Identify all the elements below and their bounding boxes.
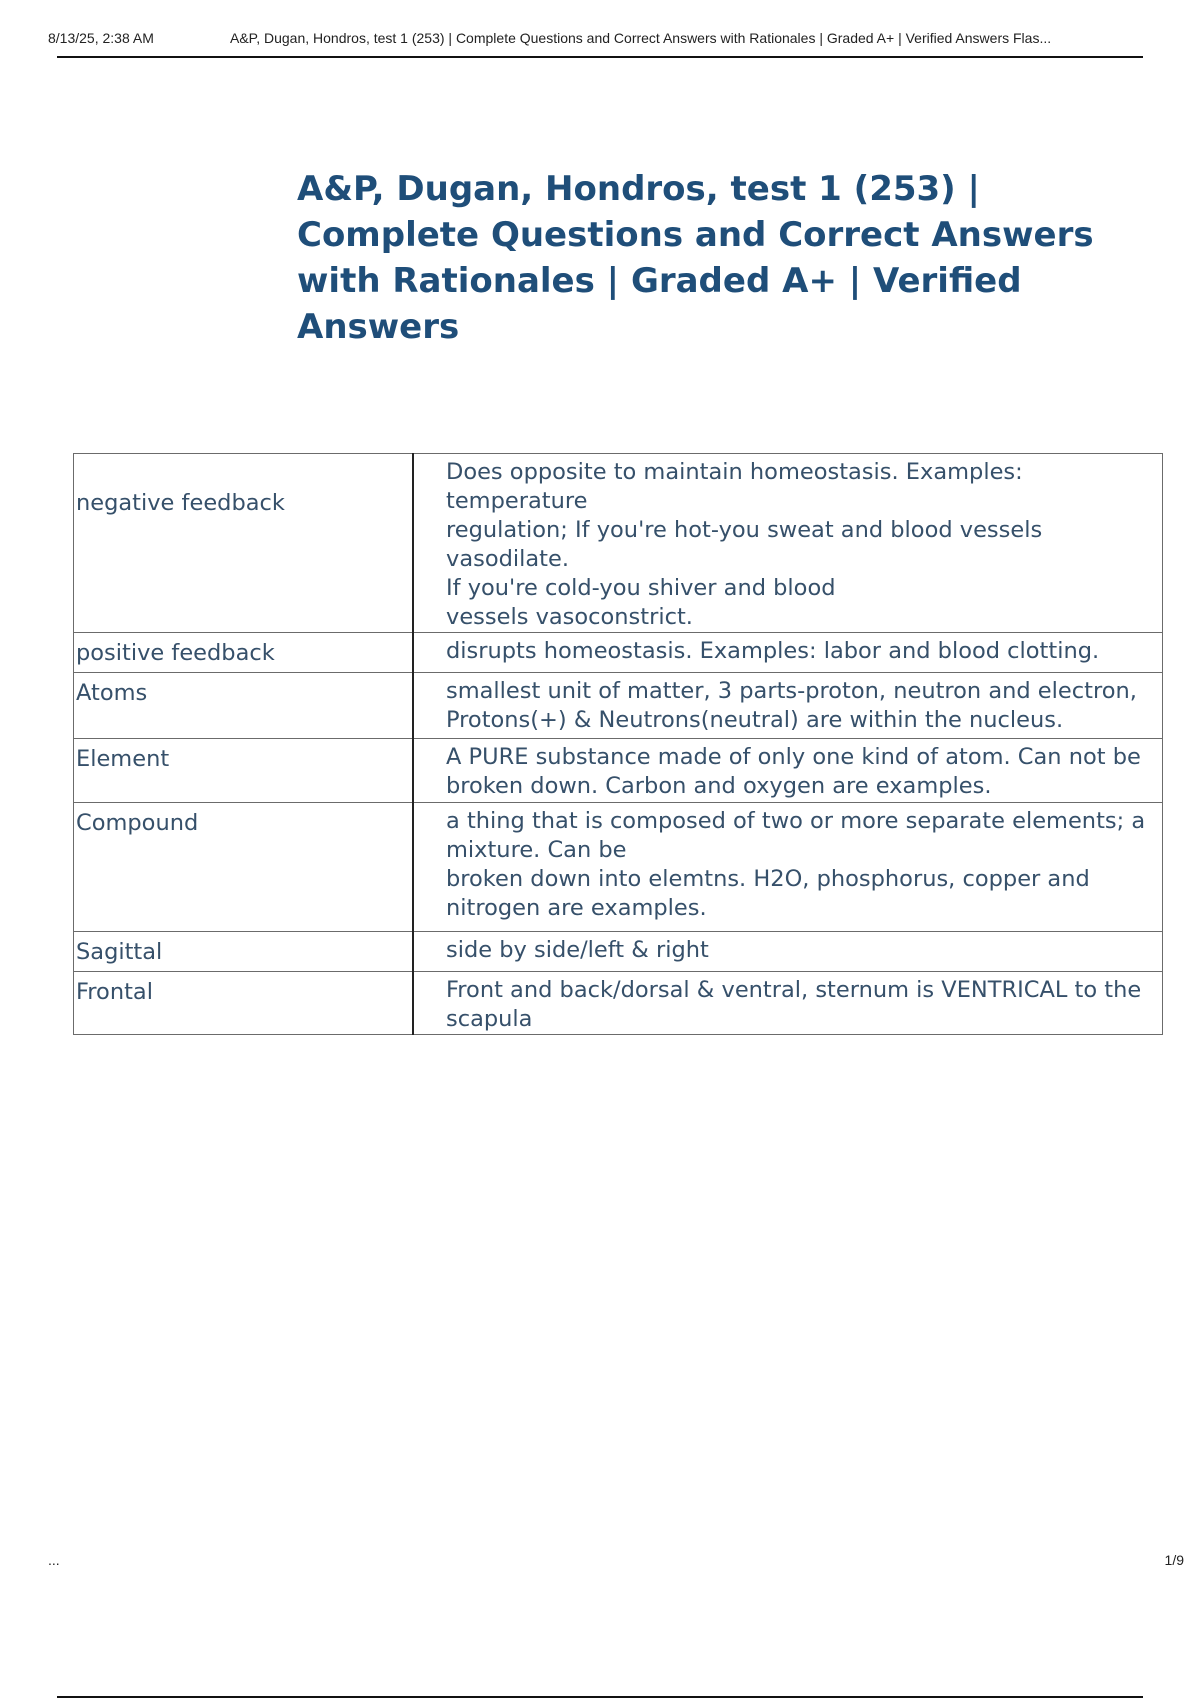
definition-line: broken down. Carbon and oxygen are examples. xyxy=(446,773,992,799)
table-row xyxy=(74,454,1163,633)
term-cell: negative feedback xyxy=(74,454,414,633)
print-datetime: 8/13/25, 2:38 AM xyxy=(48,30,154,46)
definition-line: scapula xyxy=(446,1006,533,1032)
footer-divider xyxy=(57,1696,1143,1698)
definition-cell xyxy=(413,739,1163,803)
definition-cell xyxy=(413,454,1163,633)
definition-cell xyxy=(413,972,1163,1035)
table-row xyxy=(74,803,1163,932)
term-cell: Element xyxy=(74,739,414,803)
definition-cell xyxy=(413,673,1163,739)
table-row xyxy=(74,932,1163,972)
term-cell: positive feedback xyxy=(74,633,414,673)
definition-line: disrupts homeostasis. Examples: labor and blood clotting. xyxy=(446,638,1100,664)
term-cell: Frontal xyxy=(74,972,414,1035)
term-cell: Atoms xyxy=(74,673,414,739)
flashcard-table xyxy=(73,453,1163,1035)
definition-cell xyxy=(413,803,1163,932)
table-row xyxy=(74,972,1163,1035)
header-divider xyxy=(57,56,1143,58)
definition-line: regulation; If you're hot-you sweat and blood vessels vasodilate. xyxy=(446,517,1043,572)
print-footer-url: ... xyxy=(48,1552,60,1568)
print-header xyxy=(48,30,1176,54)
definition-line: a thing that is composed of two or more separate elements; a xyxy=(446,808,1146,834)
definition-cell xyxy=(413,633,1163,673)
definition-line: mixture. Can be xyxy=(446,837,627,863)
definition-cell xyxy=(413,932,1163,972)
page-number: 1/9 xyxy=(1164,1552,1184,1568)
definition-line: If you're cold-you shiver and blood xyxy=(446,575,836,601)
table-row xyxy=(74,633,1163,673)
definition-line: Does opposite to maintain homeostasis. Examples: temperature xyxy=(446,459,1023,514)
definition-line: side by side/left & right xyxy=(446,937,709,963)
term-cell: Compound xyxy=(74,803,414,932)
definition-line: A PURE substance made of only one kind of atom. Can not be xyxy=(446,744,1141,770)
definition-line: smallest unit of matter, 3 parts-proton, neutron and electron, xyxy=(446,678,1137,704)
definition-line: nitrogen are examples. xyxy=(446,895,707,921)
definition-line: Front and back/dorsal & ventral, sternum is VENTRICAL to the xyxy=(446,977,1142,1003)
term-cell: Sagittal xyxy=(74,932,414,972)
definition-line: vessels vasoconstrict. xyxy=(446,604,693,630)
definition-line: broken down into elemtns. H2O, phosphorus, copper and xyxy=(446,866,1090,892)
table-row xyxy=(74,739,1163,803)
document-title: A&P, Dugan, Hondros, test 1 (253) | Complete Questions and Correct Answers with Rationales | Graded A+ | Verified Answers xyxy=(297,169,1094,347)
print-page-title: A&P, Dugan, Hondros, test 1 (253) | Complete Questions and Correct Answers with Rationales | Graded A+ | Verified Answers Flas... xyxy=(230,30,1052,46)
table-row xyxy=(74,673,1163,739)
definition-line: Protons(+) & Neutrons(neutral) are within the nucleus. xyxy=(446,707,1064,733)
